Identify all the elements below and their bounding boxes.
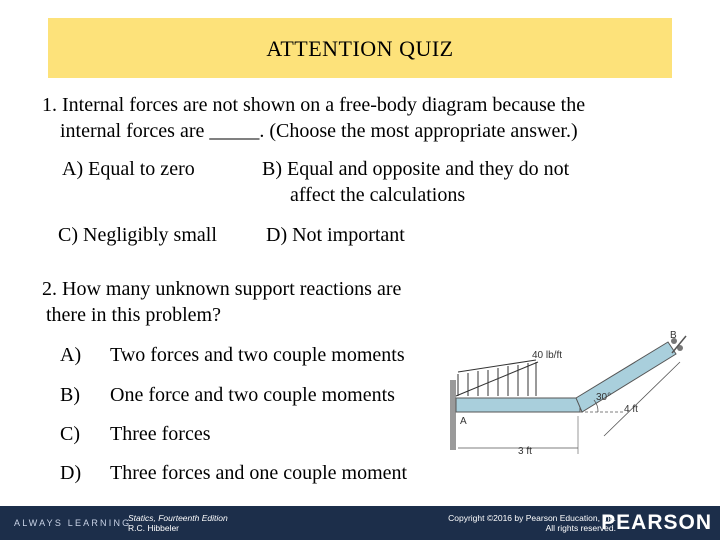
distributed-load [456,360,538,396]
q2-line-1: 2. How many unknown support reactions are [42,278,402,300]
book-title: Statics, Fourteenth Edition [128,513,228,523]
q1-option-d[interactable]: D) Not important [266,224,405,246]
footer-bar [0,506,720,540]
beam-inclined [576,342,676,412]
page-title: ATTENTION QUIZ [266,36,454,61]
q2-option-d-letter[interactable]: D) [60,462,82,484]
q2-option-b-letter[interactable]: B) [60,384,80,406]
length-label: 4 ft [624,404,638,415]
rights-line: All rights reserved. [545,523,616,533]
title-banner [48,18,672,78]
q2-option-a-text[interactable]: Two forces and two couple moments [110,344,405,366]
q2-option-b-text[interactable]: One force and two couple moments [110,384,395,406]
q1-line-2: internal forces are _____. (Choose the most appropriate answer.) [60,120,578,142]
q2-option-c-letter[interactable]: C) [60,423,80,445]
q1-line-1: 1. Internal forces are not shown on a free-body diagram because the [42,94,586,116]
copyright-line: Copyright ©2016 by Pearson Education, Inc. [448,513,616,523]
brand-tagline: ALWAYS LEARNING [14,518,132,528]
q1-option-a[interactable]: A) Equal to zero [62,158,195,180]
copyright-notice [448,513,616,533]
point-b-label: B [670,330,677,341]
q1-option-b-cont[interactable]: affect the calculations [290,184,466,206]
q2-line-2: there in this problem? [46,304,221,326]
point-a-label: A [460,416,467,427]
q2-option-d-text[interactable]: Three forces and one couple moment [110,462,408,484]
q1-option-b[interactable]: B) Equal and opposite and they do not [262,158,570,180]
q2-option-a-letter[interactable]: A) [60,344,82,366]
fixed-wall [450,380,456,450]
q1-option-c[interactable]: C) Negligibly small [58,224,217,246]
load-label: 40 lb/ft [532,350,563,361]
span-label: 3 ft [518,446,532,457]
beam-diagram [448,326,698,486]
pearson-logo: PEARSON [601,511,712,534]
book-citation [128,513,228,533]
book-author: R.C. Hibbeler [128,523,180,533]
angle-label: 30° [596,392,612,403]
beam-horizontal [456,398,580,412]
q2-option-c-text[interactable]: Three forces [110,423,211,445]
